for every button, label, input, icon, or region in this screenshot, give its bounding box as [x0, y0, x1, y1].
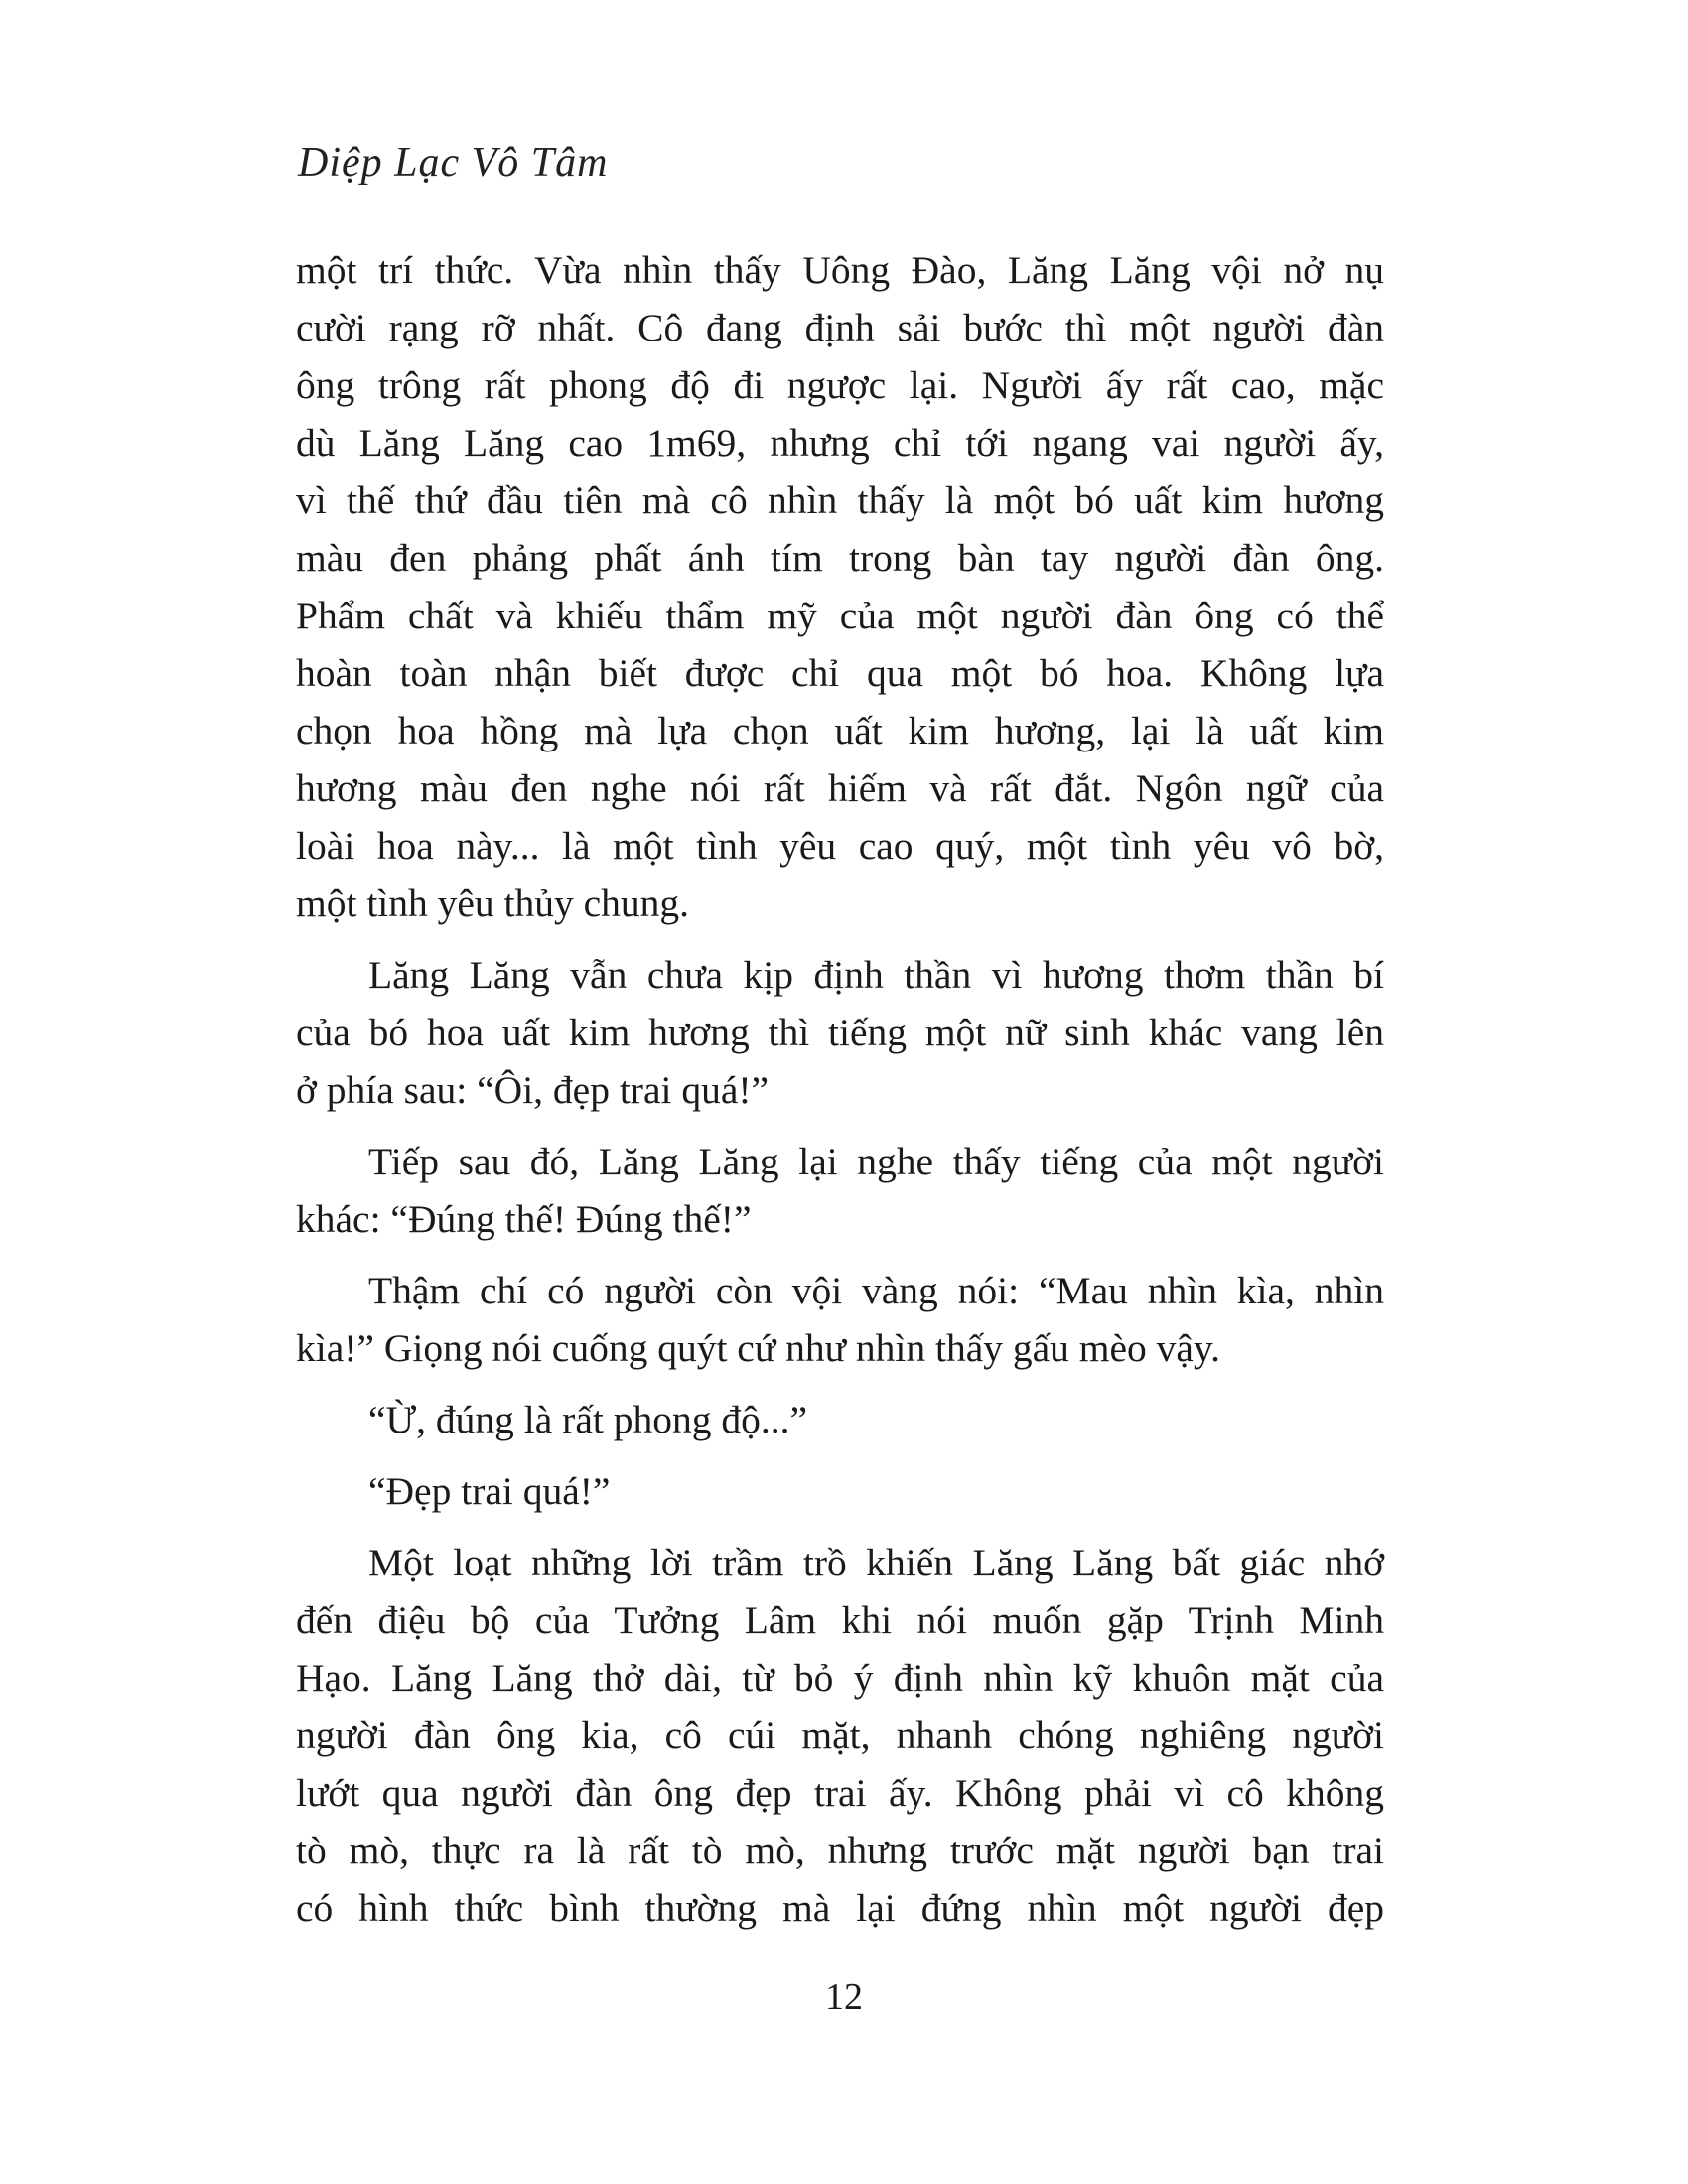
- paragraph: [296, 1534, 1384, 1937]
- text-line: màu đen phảng phất ánh tím trong bàn tay người đàn ông.: [296, 536, 1384, 580]
- text-line: khác: “Đúng thế! Đúng thế!”: [296, 1197, 752, 1241]
- text-line: người đàn ông kia, cô cúi mặt, nhanh chóng nghiêng người: [296, 1713, 1384, 1757]
- page-number: 12: [825, 1977, 863, 2018]
- text-line: dù Lăng Lăng cao 1m69, nhưng chỉ tới ngang vai người ấy,: [296, 421, 1384, 465]
- text-line: Tiếp sau đó, Lăng Lăng lại nghe thấy tiếng của một người: [368, 1140, 1384, 1183]
- text-line: của bó hoa uất kim hương thì tiếng một nữ sinh khác vang lên: [296, 1011, 1384, 1054]
- paragraph: [296, 1262, 1384, 1377]
- text-line: kìa!” Giọng nói cuống quýt cứ như nhìn thấy gấu mèo vậy.: [296, 1326, 1221, 1370]
- paragraph: [296, 946, 1384, 1119]
- text-line: ông trông rất phong độ đi ngược lại. Người ấy rất cao, mặc: [296, 363, 1384, 407]
- text-line: “Đẹp trai quá!”: [368, 1469, 611, 1513]
- paragraph: [296, 241, 1384, 932]
- text-line: một tình yêu thủy chung.: [296, 882, 690, 925]
- text-line: “Ừ, đúng là rất phong độ...”: [368, 1398, 808, 1441]
- text-line: cười rạng rỡ nhất. Cô đang định sải bước thì một người đàn: [296, 306, 1384, 349]
- text-line: Lăng Lăng vẫn chưa kịp định thần vì hương thơm thần bí: [368, 953, 1384, 997]
- text-line: Thậm chí có người còn vội vàng nói: “Mau nhìn kìa, nhìn: [368, 1269, 1384, 1312]
- text-line: hương màu đen nghe nói rất hiếm và rất đắt. Ngôn ngữ của: [296, 766, 1384, 810]
- paragraph: [296, 1391, 1384, 1448]
- body-text: [296, 241, 1384, 1951]
- paragraph: [296, 1133, 1384, 1248]
- text-line: Hạo. Lăng Lăng thở dài, từ bỏ ý định nhìn kỹ khuôn mặt của: [296, 1656, 1384, 1700]
- text-line: ở phía sau: “Ôi, đẹp trai quá!”: [296, 1068, 770, 1112]
- text-line: chọn hoa hồng mà lựa chọn uất kim hương, lại là uất kim: [296, 709, 1384, 752]
- text-line: có hình thức bình thường mà lại đứng nhìn một người đẹp: [296, 1886, 1384, 1930]
- text-line: loài hoa này... là một tình yêu cao quý, một tình yêu vô bờ,: [296, 824, 1384, 868]
- text-line: vì thế thứ đầu tiên mà cô nhìn thấy là một bó uất kim hương: [296, 478, 1384, 522]
- text-line: lướt qua người đàn ông đẹp trai ấy. Không phải vì cô không: [296, 1771, 1384, 1815]
- text-line: đến điệu bộ của Tưởng Lâm khi nói muốn gặp Trịnh Minh: [296, 1598, 1384, 1642]
- text-line: một trí thức. Vừa nhìn thấy Uông Đào, Lăng Lăng vội nở nụ: [296, 248, 1384, 292]
- text-line: Một loạt những lời trầm trồ khiến Lăng Lăng bất giác nhớ: [368, 1541, 1384, 1584]
- text-line: Phẩm chất và khiếu thẩm mỹ của một người đàn ông có thể: [296, 594, 1384, 637]
- text-line: tò mò, thực ra là rất tò mò, nhưng trước mặt người bạn trai: [296, 1829, 1384, 1872]
- paragraph: [296, 1462, 1384, 1520]
- text-line: hoàn toàn nhận biết được chỉ qua một bó hoa. Không lựa: [296, 651, 1384, 695]
- running-header: Diệp Lạc Vô Tâm: [298, 140, 609, 186]
